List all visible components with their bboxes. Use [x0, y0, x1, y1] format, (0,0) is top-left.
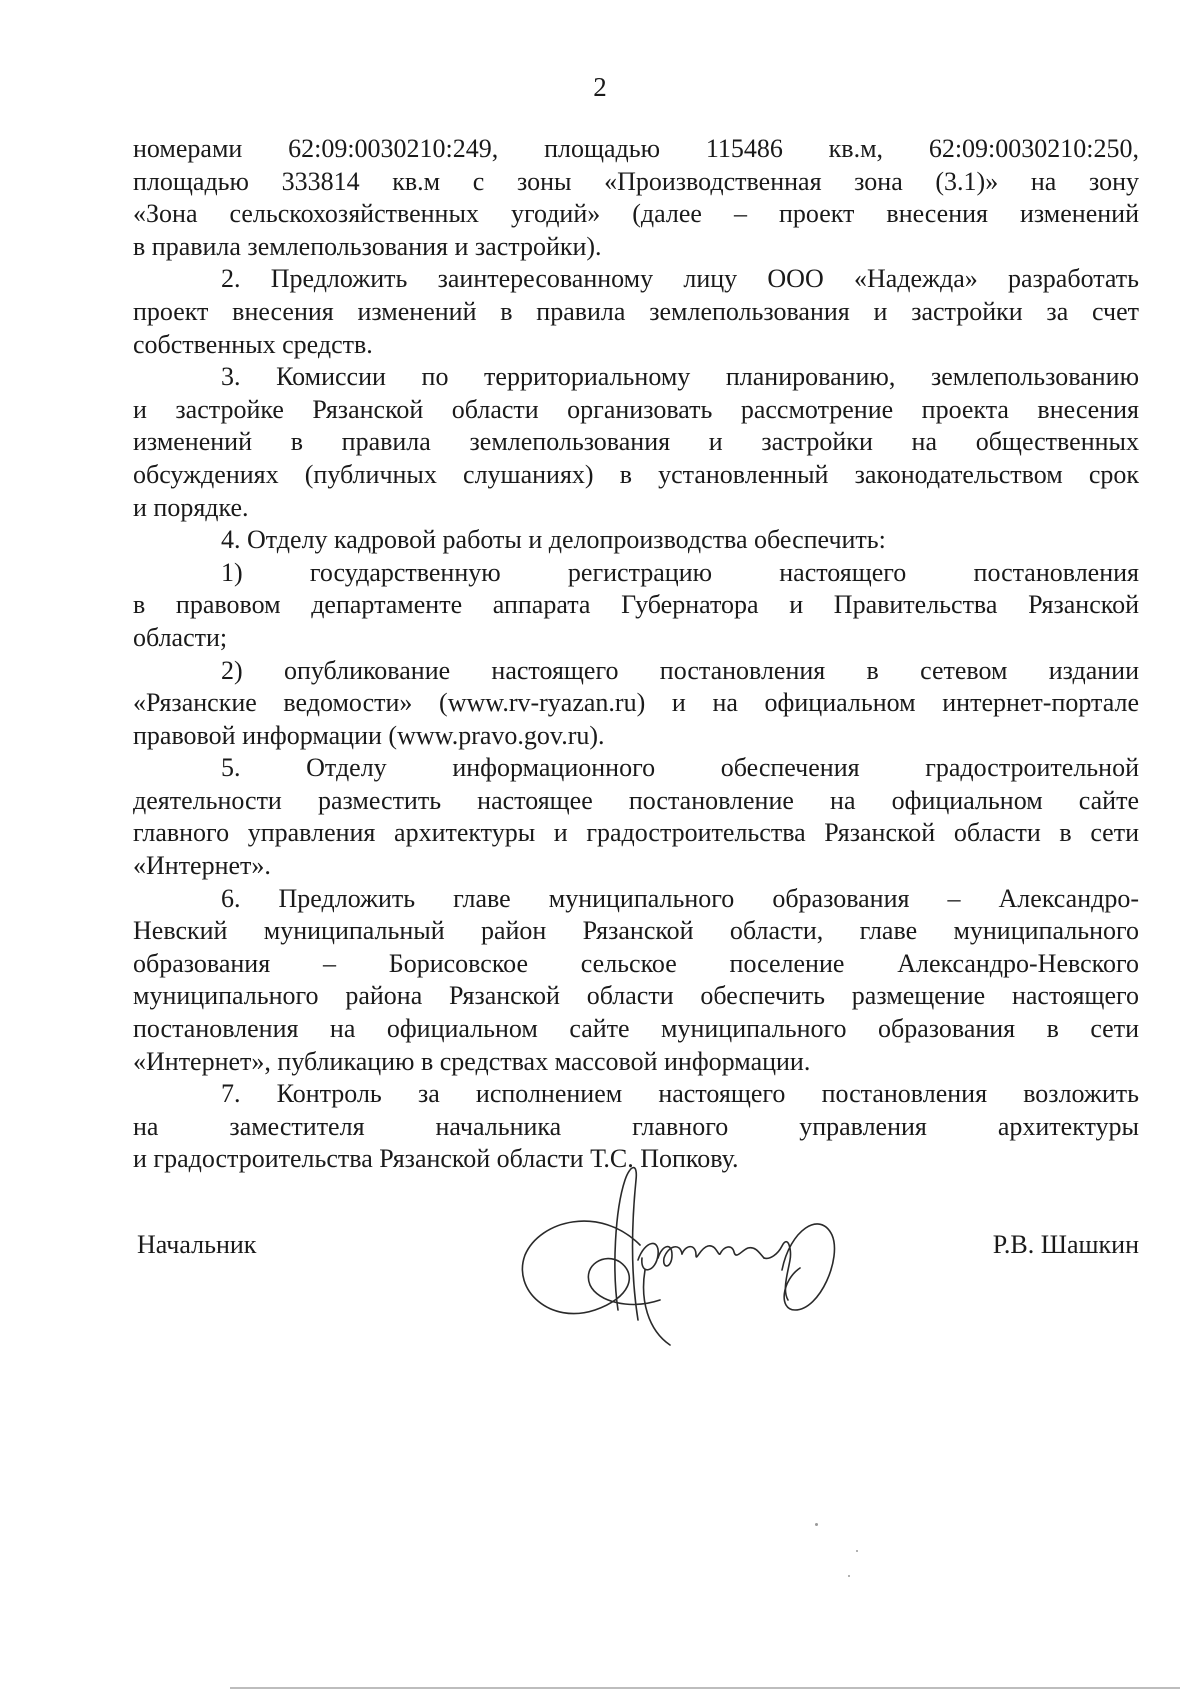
paragraph-line: 7. Контроль за исполнением настоящего постановления возложить: [221, 1079, 1139, 1109]
scan-edge-line: [230, 1687, 1180, 1689]
document-body: [133, 133, 1139, 1176]
signatory-position: Начальник: [137, 1230, 257, 1259]
paragraph-line: площадью 333814 кв.м с зоны «Производственная зона (3.1)» на зону: [133, 166, 1139, 196]
scan-speck: [848, 1575, 850, 1577]
paragraph-line: 6. Предложить главе муниципального образования – Александро-: [221, 883, 1139, 913]
paragraph-line: «Зона сельскохозяйственных угодий» (далее – проект внесения изменений: [133, 199, 1139, 229]
paragraph-line: изменений в правила землепользования и застройки на общественных: [133, 427, 1139, 457]
paragraph-line: главного управления архитектуры и градостроительства Рязанской области в сети: [133, 818, 1139, 848]
handwritten-signature: [520, 1150, 900, 1350]
paragraph-line: области;: [133, 622, 228, 652]
scan-speck: [815, 1523, 818, 1526]
paragraph-line: номерами 62:09:0030210:249, площадью 115486 кв.м, 62:09:0030210:250,: [133, 134, 1139, 163]
paragraph-line: 2) опубликование настоящего постановления в сетевом издании: [221, 655, 1139, 685]
paragraph-line: Невский муниципальный район Рязанской области, главе муниципального: [133, 916, 1139, 946]
paragraph-line: в правила землепользования и застройки).: [133, 231, 602, 261]
paragraph-line: «Рязанские ведомости» (www.rv-ryazan.ru) и на официальном интернет-портале: [133, 688, 1139, 718]
paragraph-line: проект внесения изменений в правила землепользования и застройки за счет: [133, 296, 1139, 326]
paragraph-line: правовой информации (www.pravo.gov.ru).: [133, 720, 605, 750]
paragraph-line: 5. Отделу информационного обеспечения градостроительной: [221, 753, 1139, 783]
paragraph-line: 2. Предложить заинтересованному лицу ООО «Надежда» разработать: [221, 264, 1139, 294]
paragraph-line: муниципального района Рязанской области обеспечить размещение настоящего: [133, 981, 1139, 1011]
paragraph-line: 4. Отделу кадровой работы и делопроизводства обеспечить:: [221, 525, 886, 555]
paragraph-line: 3. Комиссии по территориальному планированию, землепользованию: [221, 362, 1139, 392]
scan-speck: [856, 1550, 858, 1552]
signatory-name: Р.В. Шашкин: [992, 1230, 1139, 1259]
paragraph-line: «Интернет», публикацию в средствах массовой информации.: [133, 1046, 811, 1076]
paragraph-line: 1) государственную регистрацию настоящего постановления: [221, 557, 1139, 587]
paragraph-line: образования – Борисовское сельское поселение Александро-Невского: [133, 948, 1139, 978]
page-number: 2: [593, 72, 607, 102]
paragraph-line: на заместителя начальника главного управления архитектуры: [133, 1111, 1139, 1141]
paragraph-line: и порядке.: [133, 492, 249, 522]
paragraph-line: деятельности разместить настоящее постановление на официальном сайте: [133, 785, 1139, 815]
paragraph-line: и градостроительства Рязанской области Т.С. Попкову.: [133, 1144, 739, 1174]
paragraph-line: в правовом департаменте аппарата Губернатора и Правительства Рязанской: [133, 590, 1139, 620]
paragraph-line: постановления на официальном сайте муниципального образования в сети: [133, 1014, 1139, 1044]
paragraph-line: и застройке Рязанской области организовать рассмотрение проекта внесения: [133, 394, 1139, 424]
paragraph-line: «Интернет».: [133, 851, 271, 881]
paragraph-line: обсуждениях (публичных слушаниях) в установленный законодательством срок: [133, 459, 1139, 489]
paragraph-line: собственных средств.: [133, 329, 373, 359]
